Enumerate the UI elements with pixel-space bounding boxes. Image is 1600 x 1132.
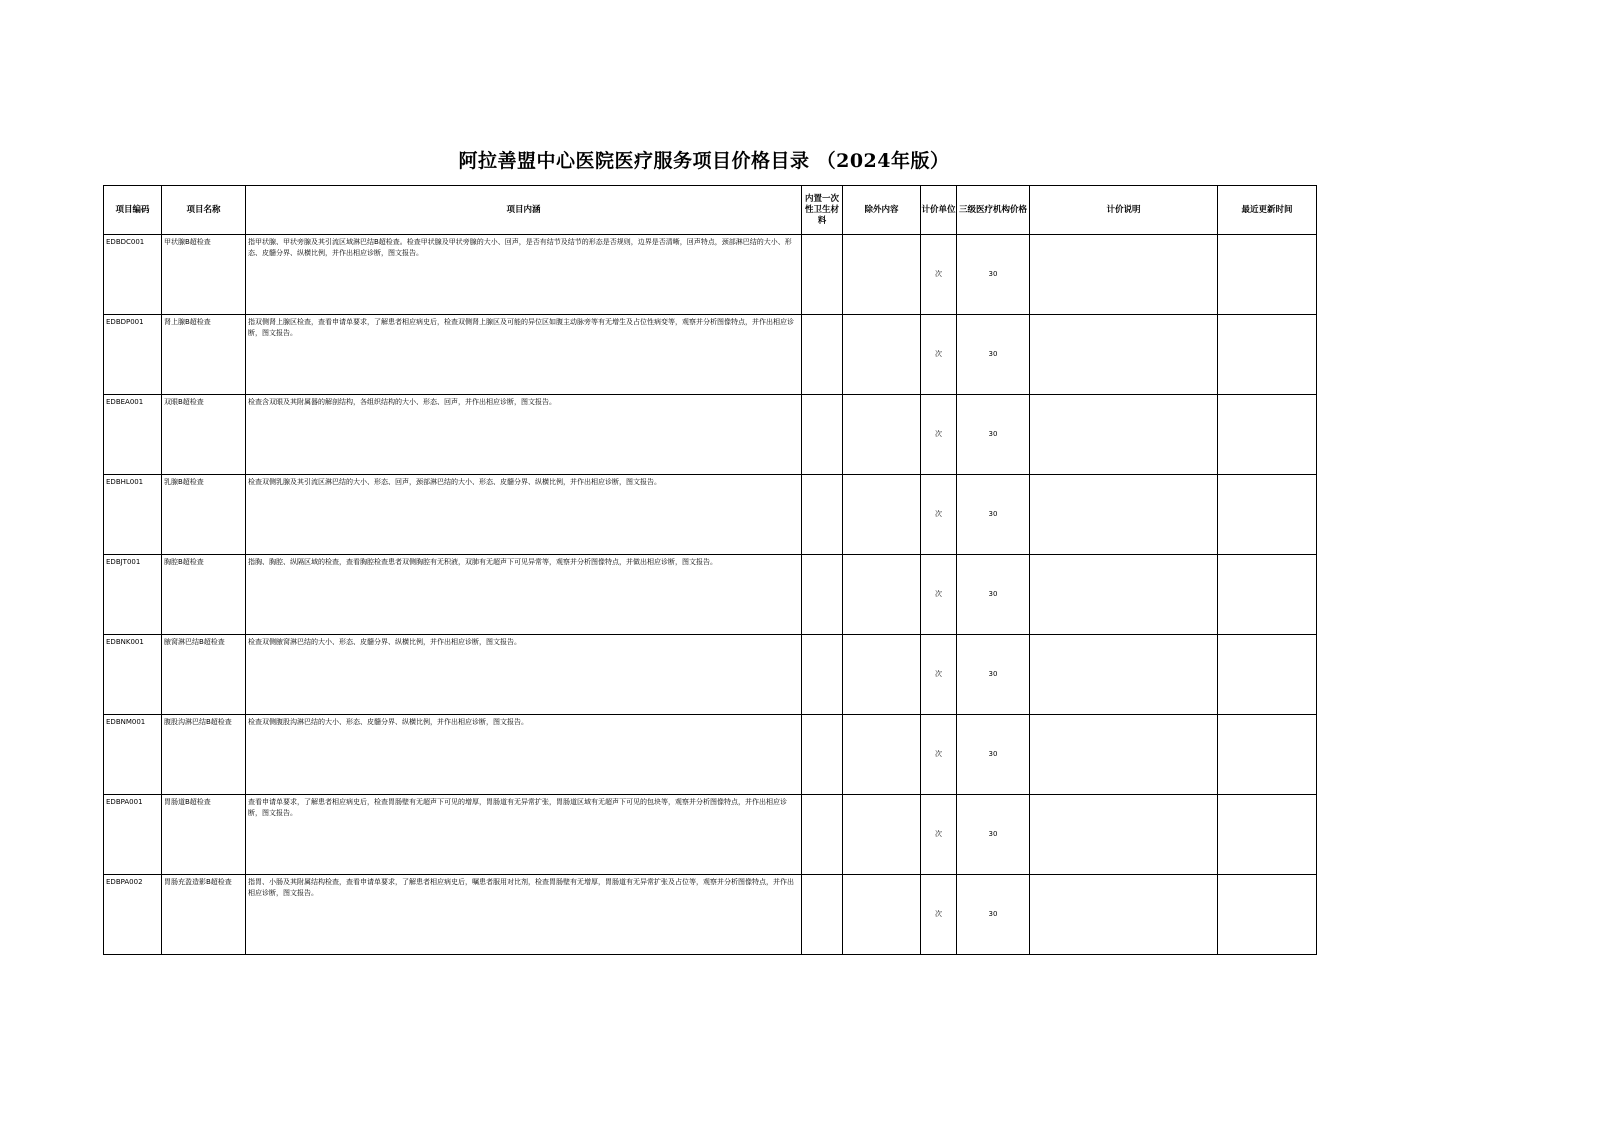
header-content: 项目内涵 (246, 186, 802, 235)
item-notes (1030, 715, 1218, 795)
item-name: 甲状腺B超检查 (162, 235, 246, 315)
header-updated: 最近更新时间 (1218, 186, 1317, 235)
item-name: 胸腔B超检查 (162, 555, 246, 635)
item-unit: 次 (921, 875, 957, 955)
item-updated (1218, 795, 1317, 875)
item-price: 30 (957, 555, 1030, 635)
item-content: 检查双侧腹股沟淋巴结的大小、形态、皮髓分界、纵横比例，并作出相应诊断，图文报告。 (246, 715, 802, 795)
header-notes: 计价说明 (1030, 186, 1218, 235)
table-row (104, 555, 1317, 635)
item-updated (1218, 395, 1317, 475)
item-exclusions (843, 635, 921, 715)
item-name: 双眼B超检查 (162, 395, 246, 475)
item-content: 检查双侧乳腺及其引流区淋巴结的大小、形态、回声，颈部淋巴结的大小、形态、皮髓分界、纵横比例，并作出相应诊断，图文报告。 (246, 475, 802, 555)
item-notes (1030, 315, 1218, 395)
item-unit: 次 (921, 475, 957, 555)
item-price: 30 (957, 715, 1030, 795)
item-consumables (802, 795, 843, 875)
table-row (104, 315, 1317, 395)
header-price: 三级医疗机构价格 (957, 186, 1030, 235)
item-unit: 次 (921, 235, 957, 315)
item-exclusions (843, 875, 921, 955)
item-notes (1030, 395, 1218, 475)
item-code: EDBPA001 (104, 795, 162, 875)
item-name: 腹股沟淋巴结B超检查 (162, 715, 246, 795)
item-exclusions (843, 555, 921, 635)
item-notes (1030, 875, 1218, 955)
item-content: 指胃、小肠及其附属结构检查，查看申请单要求，了解患者相应病史后，嘱患者服用对比剂，检查胃肠壁有无增厚，胃肠道有无异常扩张及占位等，观察并分析图像特点，并作出相应诊断，图文报告。 (246, 875, 802, 955)
item-consumables (802, 875, 843, 955)
item-name: 肾上腺B超检查 (162, 315, 246, 395)
item-unit: 次 (921, 555, 957, 635)
item-updated (1218, 875, 1317, 955)
header-name: 项目名称 (162, 186, 246, 235)
table-row (104, 395, 1317, 475)
item-unit: 次 (921, 315, 957, 395)
item-exclusions (843, 235, 921, 315)
table-row (104, 795, 1317, 875)
item-content: 检查双侧腋窝淋巴结的大小、形态、皮髓分界、纵横比例，并作出相应诊断，图文报告。 (246, 635, 802, 715)
item-notes (1030, 235, 1218, 315)
item-consumables (802, 315, 843, 395)
header-row (104, 186, 1317, 235)
item-code: EDBDC001 (104, 235, 162, 315)
item-content: 检查含双眼及其附属器的解剖结构，各组织结构的大小、形态、回声，并作出相应诊断，图文报告。 (246, 395, 802, 475)
item-unit: 次 (921, 795, 957, 875)
item-price: 30 (957, 475, 1030, 555)
item-content: 指胸、胸腔、纵隔区域的检查，查看胸腔检查患者双侧胸腔有无积液，双肺有无超声下可见异常等，观察并分析图像特点，并做出相应诊断，图文报告。 (246, 555, 802, 635)
item-unit: 次 (921, 395, 957, 475)
item-name: 腋窝淋巴结B超检查 (162, 635, 246, 715)
item-consumables (802, 235, 843, 315)
item-notes (1030, 555, 1218, 635)
header-unit: 计价单位 (921, 186, 957, 235)
item-name: 乳腺B超检查 (162, 475, 246, 555)
item-updated (1218, 475, 1317, 555)
item-exclusions (843, 795, 921, 875)
item-notes (1030, 795, 1218, 875)
item-price: 30 (957, 395, 1030, 475)
item-notes (1030, 635, 1218, 715)
item-price: 30 (957, 875, 1030, 955)
item-consumables (802, 715, 843, 795)
item-content: 查看申请单要求，了解患者相应病史后，检查胃肠壁有无超声下可见的增厚，胃肠道有无异常扩张，胃肠道区域有无超声下可见的包块等，观察并分析图像特点，并作出相应诊断，图文报告。 (246, 795, 802, 875)
item-code: EDBDP001 (104, 315, 162, 395)
item-updated (1218, 315, 1317, 395)
item-unit: 次 (921, 635, 957, 715)
item-content: 指甲状腺、甲状旁腺及其引流区域淋巴结B超检查。检查甲状腺及甲状旁腺的大小、回声，是否有结节及结节的形态是否规则，边界是否清晰，回声特点，颈部淋巴结的大小、形态、皮髓分界、纵横比例，并作出相应诊断，图文报告。 (246, 235, 802, 315)
item-consumables (802, 635, 843, 715)
table-row (104, 475, 1317, 555)
table-row (104, 635, 1317, 715)
item-consumables (802, 475, 843, 555)
item-exclusions (843, 475, 921, 555)
item-price: 30 (957, 635, 1030, 715)
header-exclusions: 除外内容 (843, 186, 921, 235)
item-exclusions (843, 315, 921, 395)
item-code: EDBHL001 (104, 475, 162, 555)
item-updated (1218, 555, 1317, 635)
header-consumables: 内置一次性卫生材料 (802, 186, 843, 235)
item-price: 30 (957, 235, 1030, 315)
item-updated (1218, 235, 1317, 315)
item-updated (1218, 715, 1317, 795)
item-code: EDBPA002 (104, 875, 162, 955)
item-updated (1218, 635, 1317, 715)
item-price: 30 (957, 315, 1030, 395)
item-content: 指双侧肾上腺区检查，查看申请单要求，了解患者相应病史后，检查双侧肾上腺区及可能的异位区如腹主动脉旁等有无增生及占位性病变等，观察并分析图像特点，并作出相应诊断，图文报告。 (246, 315, 802, 395)
item-code: EDBNM001 (104, 715, 162, 795)
page-title: 阿拉善盟中心医院医疗服务项目价格目录 （2024年版） (458, 150, 950, 172)
table-row (104, 715, 1317, 795)
table-row (104, 235, 1317, 315)
item-notes (1030, 475, 1218, 555)
item-code: EDBJT001 (104, 555, 162, 635)
item-name: 胃肠道B超检查 (162, 795, 246, 875)
item-price: 30 (957, 795, 1030, 875)
item-unit: 次 (921, 715, 957, 795)
header-code: 项目编码 (104, 186, 162, 235)
item-consumables (802, 555, 843, 635)
item-code: EDBEA001 (104, 395, 162, 475)
item-name: 胃肠充盈造影B超检查 (162, 875, 246, 955)
table-row (104, 875, 1317, 955)
item-consumables (802, 395, 843, 475)
item-exclusions (843, 715, 921, 795)
price-table (103, 185, 1317, 955)
item-exclusions (843, 395, 921, 475)
item-code: EDBNK001 (104, 635, 162, 715)
